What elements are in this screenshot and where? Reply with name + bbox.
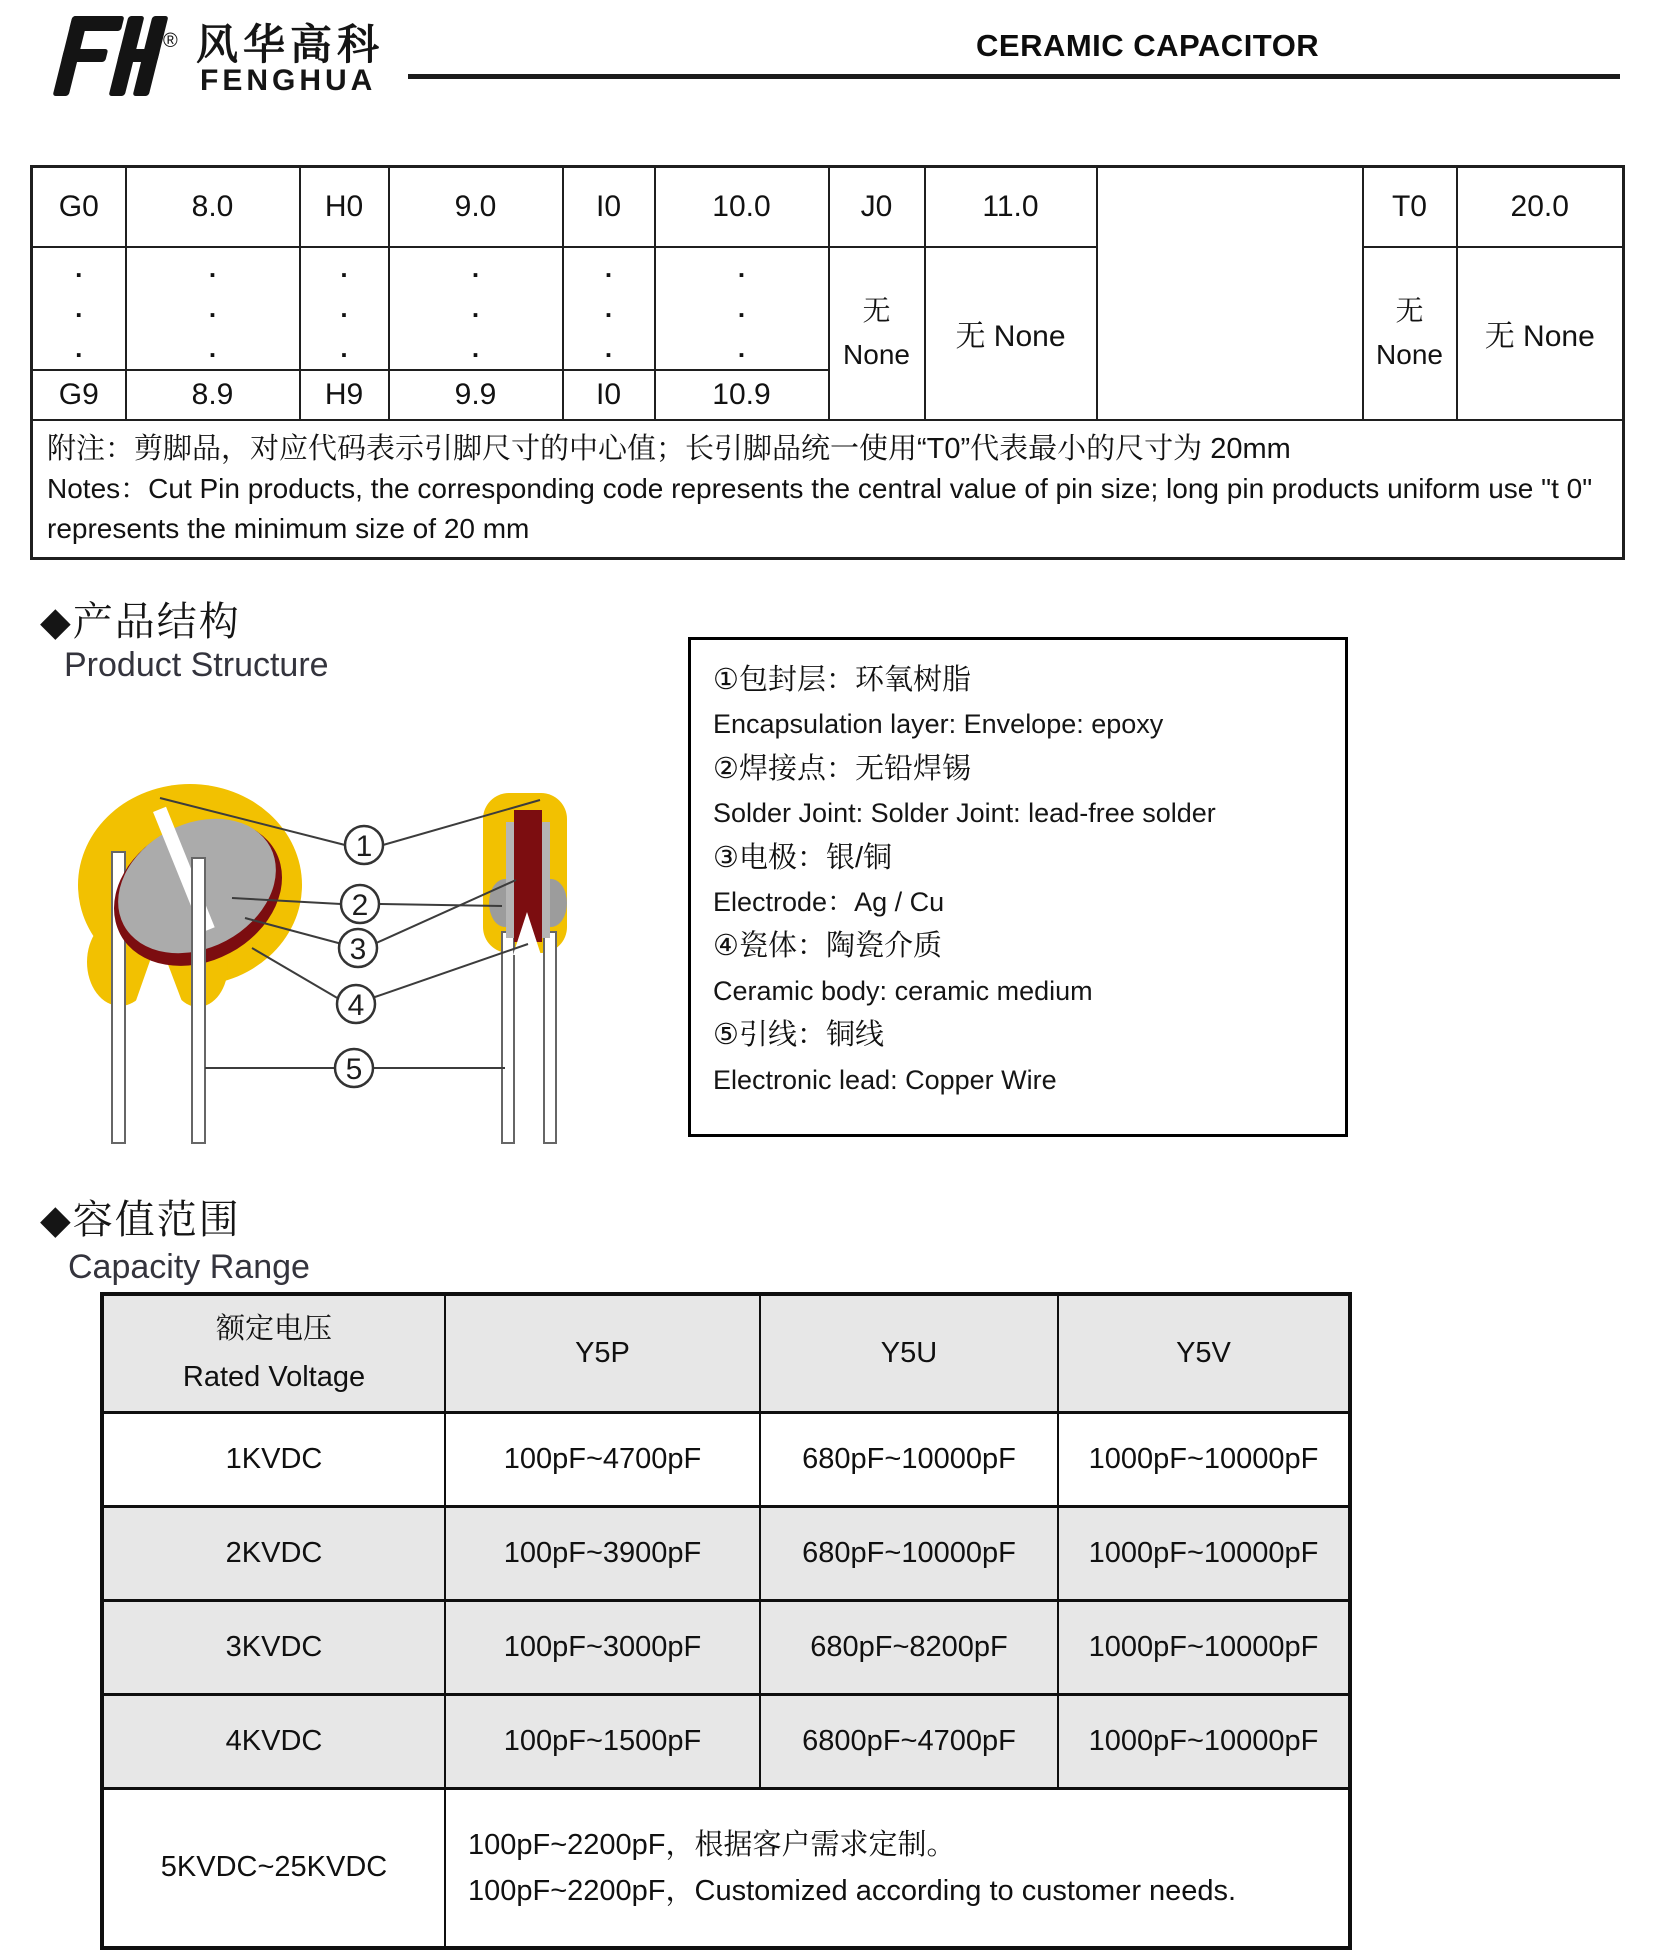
table-row <box>32 247 1624 370</box>
legend-item-4-en: Ceramic body: ceramic medium <box>713 975 1093 1006</box>
section-heading-product-structure-cn: ◆产品结构 <box>40 600 241 644</box>
none-cell: 无 None <box>1457 247 1624 420</box>
ellipsis-cell: . . . <box>389 247 563 370</box>
voltage-cell: 4KVDC <box>102 1694 445 1788</box>
capacity-range-table <box>100 1292 1352 1950</box>
y5p-cell: 100pF~1500pF <box>445 1694 760 1788</box>
code-cell: G9 <box>32 370 126 420</box>
legend-item-2-cn: ②焊接点：无铅焊锡 <box>713 752 971 785</box>
brand-name-en: FENGHUA <box>200 64 377 97</box>
note-chinese: 附注：剪脚品，对应代码表示引脚尺寸的中心值；长引脚品统一使用“T0”代表最小的尺寸为 20mm <box>47 432 1291 465</box>
code-cell: J0 <box>829 167 925 247</box>
table-row <box>32 167 1624 247</box>
callout-3-label: 3 <box>349 933 367 966</box>
note-english-line2: represents the minimum size of 20 mm <box>47 512 530 544</box>
value-cell: 11.0 <box>925 167 1097 247</box>
value-cell: 10.0 <box>655 167 829 247</box>
y5u-cell: 680pF~10000pF <box>760 1506 1058 1600</box>
y5u-cell: 680pF~8200pF <box>760 1600 1058 1694</box>
y5p-cell: 100pF~3900pF <box>445 1506 760 1600</box>
none-cell: 无 None <box>925 247 1097 420</box>
legend-item-2-en: Solder Joint: Solder Joint: lead-free solder <box>713 798 1216 829</box>
code-cell: H0 <box>300 167 389 247</box>
voltage-cell: 5KVDC~25KVDC <box>102 1788 445 1948</box>
voltage-cell: 1KVDC <box>102 1412 445 1506</box>
table-row-custom <box>102 1788 1350 1948</box>
ellipsis-cell: . . . <box>32 247 126 370</box>
legend-item-1-cn: ①包封层：环氧树脂 <box>713 664 971 696</box>
custom-range-en: 100pF~2200pF，Customized according to customer needs. <box>468 1874 1237 1907</box>
value-cell: 20.0 <box>1457 167 1624 247</box>
custom-range-cell <box>445 1788 1350 1948</box>
value-cell: 8.0 <box>126 167 300 247</box>
callout-4-label: 4 <box>347 989 365 1022</box>
section-heading-capacity-range-cn: ◆容值范围 <box>40 1198 241 1242</box>
legend-item-1-en: Encapsulation layer: Envelope: epoxy <box>713 709 1164 740</box>
ellipsis-cell: . . . <box>300 247 389 370</box>
notes-cell <box>32 420 1624 559</box>
y5u-header: Y5U <box>760 1294 1058 1412</box>
code-cell: I0 <box>563 370 655 420</box>
empty-cell <box>1097 167 1363 420</box>
legend-item-5-en: Electronic lead: Copper Wire <box>713 1064 1057 1095</box>
legend-item-3-en: Electrode：Ag / Cu <box>713 887 945 918</box>
callout-2-label: 2 <box>351 889 369 922</box>
code-cell: I0 <box>563 167 655 247</box>
note-english-line1: Notes：Cut Pin products, the corresponding code represents the central value of pin size; long pin products uniform use "t 0" <box>47 472 1593 504</box>
table-row-notes <box>32 420 1624 559</box>
callout-1-label: 1 <box>355 830 373 863</box>
ellipsis-cell: . . . <box>126 247 300 370</box>
table-row <box>102 1506 1350 1600</box>
value-cell: 9.0 <box>389 167 563 247</box>
voltage-cell: 3KVDC <box>102 1600 445 1694</box>
custom-range-cn: 100pF~2200pF，根据客户需求定制。 <box>468 1828 956 1861</box>
pin-size-code-table <box>30 165 1625 560</box>
capacitor-front-view <box>78 784 308 1143</box>
y5u-cell: 680pF~10000pF <box>760 1412 1058 1506</box>
y5p-cell: 100pF~3000pF <box>445 1600 760 1694</box>
y5u-cell: 6800pF~4700pF <box>760 1694 1058 1788</box>
table-row <box>102 1600 1350 1694</box>
callout-5-label: 5 <box>345 1053 363 1086</box>
table-row <box>102 1694 1350 1788</box>
section-heading-product-structure-en: Product Structure <box>64 646 329 684</box>
none-cell: 无 None <box>1363 247 1457 420</box>
y5p-cell: 100pF~4700pF <box>445 1412 760 1506</box>
table-header-row <box>102 1294 1350 1412</box>
code-cell: G0 <box>32 167 126 247</box>
capacitor-structure-diagram <box>40 758 620 1170</box>
ellipsis-cell: . . . <box>655 247 829 370</box>
section-heading-capacity-range-en: Capacity Range <box>68 1248 310 1286</box>
header-divider <box>408 74 1620 79</box>
y5v-cell: 1000pF~10000pF <box>1058 1412 1350 1506</box>
y5v-header: Y5V <box>1058 1294 1350 1412</box>
callout-bubbles <box>335 826 383 1087</box>
value-cell: 9.9 <box>389 370 563 420</box>
legend-item-3-cn: ③电极：银/铜 <box>713 841 893 874</box>
value-cell: 10.9 <box>655 370 829 420</box>
table-row <box>102 1412 1350 1506</box>
legend-item-4-cn: ④瓷体：陶瓷介质 <box>713 930 942 963</box>
ellipsis-cell: . . . <box>563 247 655 370</box>
y5v-cell: 1000pF~10000pF <box>1058 1600 1350 1694</box>
y5v-cell: 1000pF~10000pF <box>1058 1506 1350 1600</box>
code-cell: T0 <box>1363 167 1457 247</box>
voltage-cell: 2KVDC <box>102 1506 445 1600</box>
rated-voltage-header: 额定电压 Rated Voltage <box>102 1294 445 1412</box>
fenghua-logo-icon <box>38 10 168 102</box>
y5v-cell: 1000pF~10000pF <box>1058 1694 1350 1788</box>
page-title: CERAMIC CAPACITOR <box>976 28 1320 63</box>
value-cell: 8.9 <box>126 370 300 420</box>
none-cell: 无 None <box>829 247 925 420</box>
capacitor-side-view <box>483 793 567 1143</box>
brand-name-cn: 风华高科 <box>196 21 385 68</box>
structure-legend-box <box>688 637 1348 1137</box>
code-cell: H9 <box>300 370 389 420</box>
legend-item-5-cn: ⑤引线：铜线 <box>713 1019 884 1052</box>
y5p-header: Y5P <box>445 1294 760 1412</box>
registered-trademark-icon: ® <box>163 30 178 52</box>
